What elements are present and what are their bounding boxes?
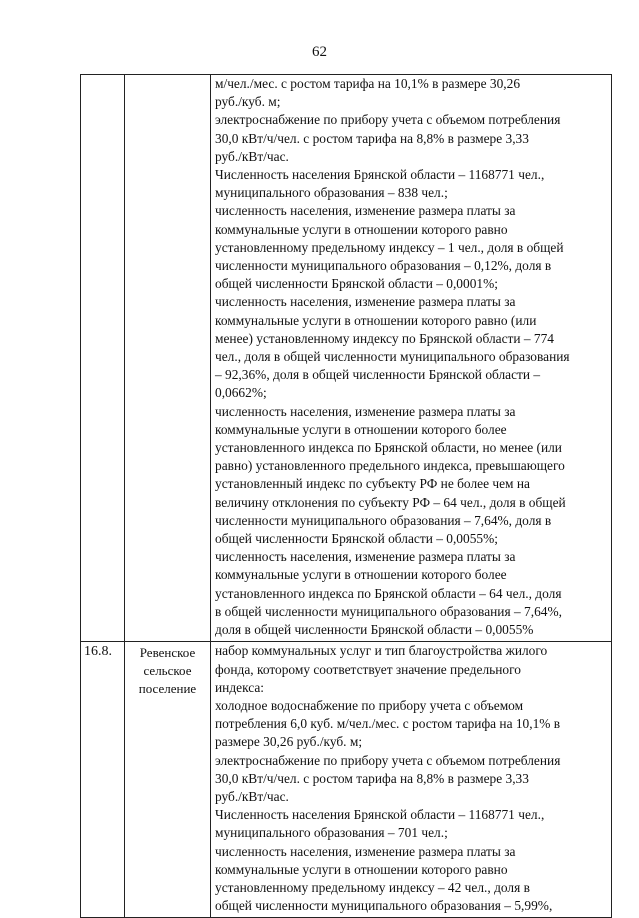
text-line: установленного индекса по Брянской области – 64 чел., доля <box>215 585 562 601</box>
text-line: холодное водоснабжение по прибору учета с объемом <box>215 697 524 713</box>
text-line: равно) установленного предельного индекса, превышающего <box>215 458 565 474</box>
text-line: электроснабжение по прибору учета с объемом потребления <box>215 112 561 128</box>
text-line: коммунальные услуги в отношении которого более <box>215 567 507 583</box>
text-line: численность населения, изменение размера платы за <box>215 203 516 219</box>
text-line: общей численности Брянской области – 0,0001%; <box>215 276 498 292</box>
text-line: 30,0 кВт/ч/чел. с ростом тарифа на 8,8% в размере 3,33 <box>215 130 529 146</box>
text-line: в общей численности муниципального образования – 7,64%, <box>215 603 562 619</box>
text-line: общей численности Брянской области – 0,0055%; <box>215 531 498 547</box>
text-line: руб./кВт/час. <box>215 788 289 804</box>
text-line: муниципального образования – 701 чел.; <box>215 825 448 841</box>
text-line: доля в общей численности Брянской области – 0,0055% <box>215 622 534 638</box>
text-line: потребления 6,0 куб. м/чел./мес. с ростом тарифа на 10,1% в <box>215 716 561 732</box>
text-line: численности муниципального образования – 7,64%, доля в <box>215 512 552 528</box>
municipal-data-table <box>80 74 612 918</box>
text-line: чел., доля в общей численности муниципального образования <box>215 349 570 365</box>
row-number: 16.8. <box>81 642 125 918</box>
text-line: установленному предельному индексу – 42 чел., доля в <box>215 879 530 895</box>
text-line: общей численности муниципального образования – 5,99%, <box>215 898 553 914</box>
description-cell <box>211 75 612 642</box>
text-line: численность населения, изменение размера платы за <box>215 294 516 310</box>
text-line: размере 30,26 руб./куб. м; <box>215 734 363 750</box>
text-line: установленному предельному индексу – 1 чел., доля в общей <box>215 239 564 255</box>
text-line: величину отклонения по субъекту РФ – 64 чел., доля в общей <box>215 494 566 510</box>
text-line: м/чел./мес. с ростом тарифа на 10,1% в размере 30,26 <box>215 76 521 91</box>
text-line: – 92,36%, доля в общей численности Брянской области – <box>215 367 541 383</box>
text-line: руб./кВт/час. <box>215 148 289 164</box>
table-row <box>81 642 612 918</box>
text-line: установленного индекса по Брянской области, но менее (или <box>215 440 562 456</box>
text-line: коммунальные услуги в отношении которого равно <box>215 861 508 877</box>
text-line: электроснабжение по прибору учета с объемом потребления <box>215 752 561 768</box>
text-line: менее) установленному индексу по Брянской области – 774 <box>215 330 555 346</box>
text-line: установленный индекс по субъекту РФ не более чем на <box>215 476 530 492</box>
settlement-name <box>125 75 211 642</box>
text-line: коммунальные услуги в отношении которого равно <box>215 221 508 237</box>
text-line: фонда, которому соответствует значение предельного <box>215 661 521 677</box>
row-number <box>81 75 125 642</box>
page-number: 62 <box>312 44 327 60</box>
text-line: Численность населения Брянской области – 1168771 чел., <box>215 167 545 183</box>
text-line: руб./куб. м; <box>215 94 281 110</box>
text-line: численность населения, изменение размера платы за <box>215 843 516 859</box>
text-line: численности муниципального образования – 0,12%, доля в <box>215 258 552 274</box>
text-line: 0,0662%; <box>215 385 267 401</box>
text-line: индекса: <box>215 679 265 695</box>
table-row <box>81 75 612 642</box>
text-line: 30,0 кВт/ч/чел. с ростом тарифа на 8,8% в размере 3,33 <box>215 770 529 786</box>
text-line: муниципального образования – 838 чел.; <box>215 185 448 201</box>
description-cell <box>211 642 612 918</box>
text-line: коммунальные услуги в отношении которого равно (или <box>215 312 537 328</box>
text-line: численность населения, изменение размера платы за <box>215 403 516 419</box>
text-line: коммунальные услуги в отношении которого более <box>215 421 507 437</box>
text-line: численность населения, изменение размера платы за <box>215 549 516 565</box>
text-line: набор коммунальных услуг и тип благоустройства жилого <box>215 643 548 659</box>
text-line: Численность населения Брянской области – 1168771 чел., <box>215 807 545 823</box>
settlement-name: Ревенское сельское поселение <box>125 642 211 918</box>
